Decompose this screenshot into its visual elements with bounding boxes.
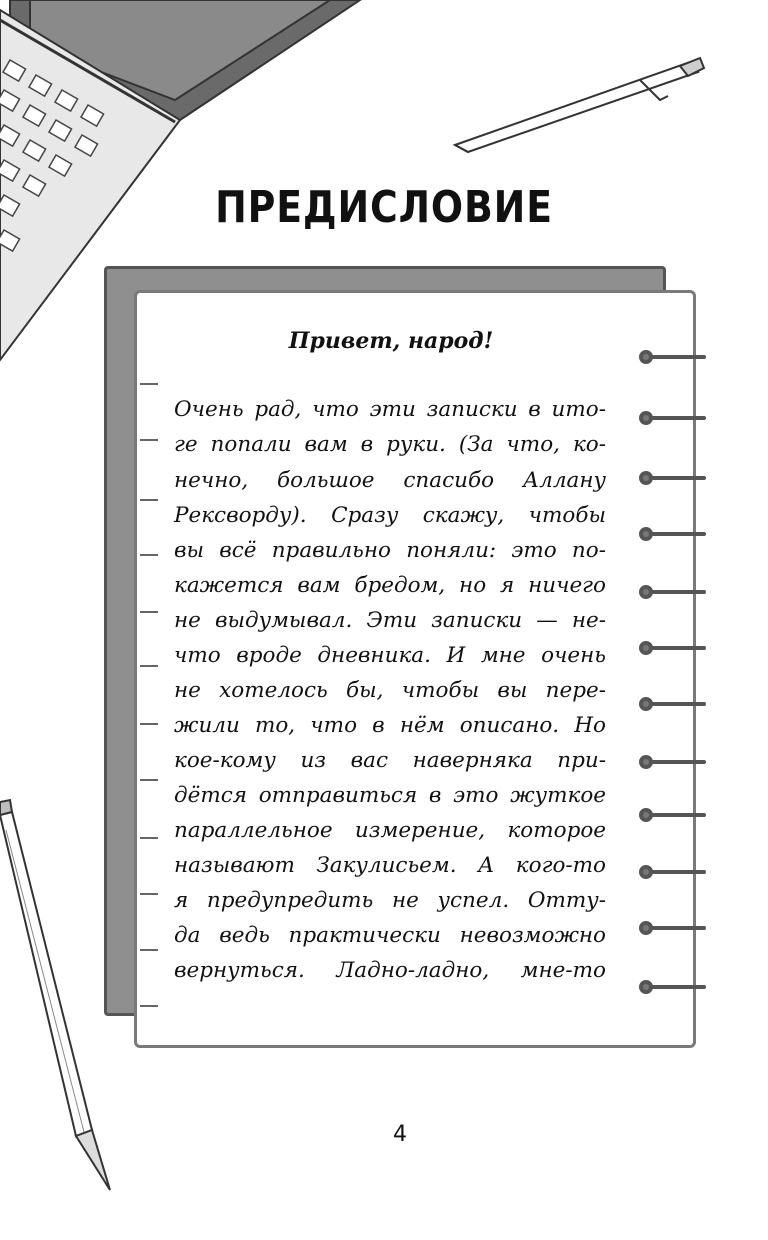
spiral-ring-icon [641,352,704,362]
body-line: ге попали вам в руки. (За что, ко- [174,432,606,457]
greeting: Привет, народ! [288,328,494,354]
spiral-ring-icon [641,982,704,992]
body-line: жили то, что в нём описано. Но [174,713,606,738]
spiral-ring-icon [641,810,704,820]
spiral-ring-icon [641,867,704,877]
spiral-ring-icon [641,529,704,539]
body-line: вернуться. Ладно-ладно, мне-то [174,958,606,983]
body-line: я предупредить не успел. Отту- [174,888,606,913]
page-number: 4 [393,1122,407,1147]
body-line: дётся отправиться в это жуткое [174,783,606,808]
spiral-ring-icon [641,643,704,653]
spiral-ring-icon [641,473,704,483]
body-line: что вроде дневника. И мне очень [174,643,606,668]
body-line: называют Закулисьем. А кого-то [174,853,606,878]
body-line: вы всё правильно поняли: это по- [174,538,606,563]
page-title: ПРЕДИСЛОВИЕ [215,182,553,233]
body-line: параллельное измерение, которое [174,818,606,843]
body-line: кажется вам бредом, но я ничего [174,573,606,598]
body-line: не выдумывал. Эти записки — не- [174,608,606,633]
body-line: да ведь практически невозможно [174,923,606,948]
spiral-ring-icon [641,923,704,933]
spiral-ring-icon [641,757,704,767]
spiral-ring-icon [641,699,704,709]
spiral-ring-icon [641,413,704,423]
body-line: не хотелось бы, чтобы вы пере- [174,678,606,703]
body-line: Очень рад, что эти записки в ито- [174,397,606,422]
body-line: нечно, большое спасибо Аллану [174,468,606,493]
spiral-ring-icon [641,587,704,597]
body-line: Рексворду). Сразу скажу, чтобы [174,503,606,528]
body-line: кое-кому из вас наверняка при- [174,748,606,773]
